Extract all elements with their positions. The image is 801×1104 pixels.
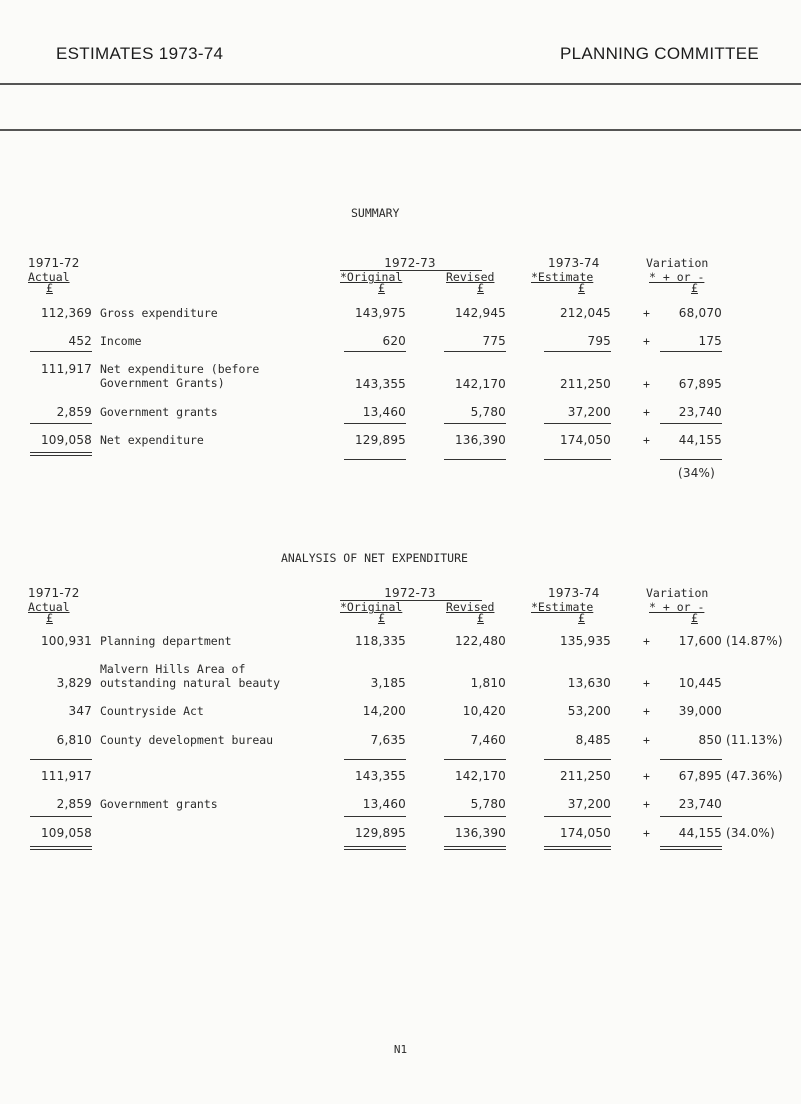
header-rule-top	[0, 83, 801, 85]
analysis-label: Government grants	[100, 797, 218, 811]
analysis-original: 3,185	[370, 676, 406, 690]
analysis-title: ANALYSIS OF NET EXPENDITURE	[281, 551, 468, 565]
analysis-sign: +	[643, 733, 650, 747]
analysis-double-rule	[444, 846, 506, 847]
analysis-estimate: 8,485	[575, 733, 611, 747]
analysis-double-rule	[344, 849, 406, 850]
summary-estimate: 174,050	[559, 433, 611, 447]
analysis-variation: 67,895	[678, 769, 722, 783]
analysis-label: Planning department	[100, 634, 232, 648]
analysis-actual: 100,931	[40, 634, 92, 648]
summary-variation: 175	[698, 334, 722, 348]
analysis-label-line2: outstanding natural beauty	[100, 676, 281, 690]
analysis-estimate: 135,935	[559, 634, 611, 648]
analysis-double-rule	[344, 846, 406, 847]
summary-original: 13,460	[362, 405, 406, 419]
analysis-estimate: 211,250	[559, 769, 611, 783]
analysis-double-rule	[30, 846, 92, 847]
summary-actual: 111,917	[40, 362, 92, 376]
analysis-label: Malvern Hills Area of	[100, 662, 246, 676]
analysis-subtotal-rule	[444, 759, 506, 760]
summary-actual: 2,859	[56, 405, 92, 419]
analysis-double-rule	[660, 846, 722, 847]
analysis-revised: 5,780	[470, 797, 506, 811]
summary-col-revised-pound: £	[477, 281, 484, 295]
summary-actual: 109,058	[40, 433, 92, 447]
analysis-variation: 44,155	[678, 826, 722, 840]
analysis-total-rule	[344, 816, 406, 817]
summary-subtotal-rule	[544, 351, 611, 352]
analysis-original: 7,635	[370, 733, 406, 747]
analysis-col-revised: Revised	[446, 600, 495, 614]
analysis-variation: 850	[698, 733, 722, 747]
analysis-original: 143,355	[354, 769, 406, 783]
analysis-double-rule	[444, 849, 506, 850]
summary-col-actual: Actual	[28, 270, 70, 284]
summary-col-estimate: *Estimate	[531, 270, 594, 284]
analysis-percent: (47.36%)	[726, 769, 783, 783]
summary-label: Income	[100, 334, 142, 348]
analysis-original: 129,895	[354, 826, 406, 840]
summary-double-rule	[30, 455, 92, 456]
summary-total-rule	[660, 423, 722, 424]
summary-actual: 112,369	[40, 306, 92, 320]
summary-total-rule	[30, 423, 92, 424]
summary-sign: +	[643, 405, 650, 419]
analysis-sign: +	[643, 797, 650, 811]
analysis-col-actual-year: 1971-72	[28, 586, 80, 600]
analysis-double-rule	[544, 849, 611, 850]
analysis-original: 13,460	[362, 797, 406, 811]
analysis-col-estimate: *Estimate	[531, 600, 594, 614]
summary-sign: +	[643, 433, 650, 447]
analysis-percent: (14.87%)	[726, 634, 783, 648]
analysis-col-revised-pound: £	[477, 611, 484, 625]
summary-title: SUMMARY	[351, 206, 400, 220]
summary-estimate: 795	[587, 334, 611, 348]
analysis-col-actual: Actual	[28, 600, 70, 614]
analysis-revised: 136,390	[454, 826, 506, 840]
analysis-subtotal-rule	[344, 759, 406, 760]
summary-label: Government grants	[100, 405, 218, 419]
header-right-title: PLANNING COMMITTEE	[559, 44, 759, 63]
summary-sign: +	[643, 334, 650, 348]
analysis-label: Countryside Act	[100, 704, 204, 718]
summary-estimate: 37,200	[567, 405, 611, 419]
summary-double-rule	[544, 459, 611, 460]
analysis-sign: +	[643, 634, 650, 648]
analysis-percent: (34.0%)	[726, 826, 775, 840]
analysis-actual: 109,058	[40, 826, 92, 840]
analysis-col-group-year: 1972-73	[384, 586, 436, 600]
analysis-subtotal-rule	[660, 759, 722, 760]
summary-original: 143,355	[354, 377, 406, 391]
analysis-estimate: 174,050	[559, 826, 611, 840]
summary-actual: 452	[68, 334, 92, 348]
summary-variation: 67,895	[678, 377, 722, 391]
summary-variation: 23,740	[678, 405, 722, 419]
summary-original: 129,895	[354, 433, 406, 447]
summary-col-original-pound: £	[378, 281, 385, 295]
summary-label-line2: Government Grants)	[100, 376, 225, 390]
summary-col-plus-minus: * + or -	[649, 270, 705, 284]
summary-revised: 136,390	[454, 433, 506, 447]
analysis-estimate: 53,200	[567, 704, 611, 718]
summary-original: 620	[382, 334, 406, 348]
analysis-actual: 111,917	[40, 769, 92, 783]
summary-total-rule	[344, 423, 406, 424]
analysis-col-original: *Original	[340, 600, 403, 614]
summary-double-rule	[30, 452, 92, 453]
analysis-original: 14,200	[362, 704, 406, 718]
summary-sign: +	[643, 306, 650, 320]
analysis-sign: +	[643, 676, 650, 690]
analysis-total-rule	[444, 816, 506, 817]
summary-label: Gross expenditure	[100, 306, 218, 320]
analysis-subtotal-rule	[544, 759, 611, 760]
summary-label: Net expenditure (before	[100, 362, 260, 376]
analysis-variation: 39,000	[678, 704, 722, 718]
analysis-original: 118,335	[354, 634, 406, 648]
analysis-actual: 6,810	[56, 733, 92, 747]
summary-percent: (34%)	[678, 466, 716, 480]
summary-revised: 142,945	[454, 306, 506, 320]
analysis-col-estimate-pound: £	[578, 611, 585, 625]
summary-col-estimate-year: 1973-74	[548, 256, 600, 270]
summary-revised: 142,170	[454, 377, 506, 391]
analysis-col-variation: Variation	[646, 586, 709, 600]
header-left-title: ESTIMATES 1973-74	[56, 44, 224, 63]
analysis-col-estimate-year: 1973-74	[548, 586, 600, 600]
summary-revised: 775	[482, 334, 506, 348]
analysis-subtotal-rule	[30, 759, 92, 760]
analysis-actual: 347	[68, 704, 92, 718]
summary-estimate: 211,250	[559, 377, 611, 391]
analysis-total-rule	[660, 816, 722, 817]
analysis-revised: 7,460	[470, 733, 506, 747]
analysis-variation: 10,445	[678, 676, 722, 690]
analysis-col-actual-pound: £	[46, 611, 53, 625]
summary-total-rule	[444, 423, 506, 424]
summary-col-variation: Variation	[646, 256, 709, 270]
summary-double-rule	[444, 459, 506, 460]
summary-col-revised: Revised	[446, 270, 495, 284]
analysis-revised: 1,810	[470, 676, 506, 690]
summary-col-estimate-pound: £	[578, 281, 585, 295]
analysis-sign: +	[643, 704, 650, 718]
analysis-col-variation-pound: £	[691, 611, 698, 625]
summary-double-rule	[660, 459, 722, 460]
summary-subtotal-rule	[660, 351, 722, 352]
summary-sign: +	[643, 377, 650, 391]
summary-col-variation-pound: £	[691, 281, 698, 295]
analysis-col-plus-minus: * + or -	[649, 600, 705, 614]
summary-revised: 5,780	[470, 405, 506, 419]
analysis-variation: 17,600	[678, 634, 722, 648]
summary-col-original: *Original	[340, 270, 403, 284]
analysis-estimate: 37,200	[567, 797, 611, 811]
analysis-revised: 142,170	[454, 769, 506, 783]
analysis-col-original-pound: £	[378, 611, 385, 625]
analysis-revised: 10,420	[462, 704, 506, 718]
page-number: N1	[393, 1043, 408, 1056]
analysis-revised: 122,480	[454, 634, 506, 648]
analysis-variation: 23,740	[678, 797, 722, 811]
analysis-sign: +	[643, 769, 650, 783]
header-rule-bottom	[0, 129, 801, 131]
summary-variation: 44,155	[678, 433, 722, 447]
analysis-double-rule	[660, 849, 722, 850]
summary-double-rule	[344, 459, 406, 460]
analysis-total-rule	[30, 816, 92, 817]
analysis-actual: 2,859	[56, 797, 92, 811]
analysis-double-rule	[30, 849, 92, 850]
analysis-sign: +	[643, 826, 650, 840]
summary-label: Net expenditure	[100, 433, 204, 447]
summary-total-rule	[544, 423, 611, 424]
summary-original: 143,975	[354, 306, 406, 320]
summary-subtotal-rule	[444, 351, 506, 352]
summary-subtotal-rule	[344, 351, 406, 352]
analysis-label: County development bureau	[100, 733, 274, 747]
summary-col-actual-year: 1971-72	[28, 256, 80, 270]
summary-subtotal-rule	[30, 351, 92, 352]
analysis-actual: 3,829	[56, 676, 92, 690]
analysis-double-rule	[544, 846, 611, 847]
analysis-total-rule	[544, 816, 611, 817]
summary-col-actual-pound: £	[46, 281, 53, 295]
analysis-percent: (11.13%)	[726, 733, 783, 747]
summary-estimate: 212,045	[559, 306, 611, 320]
summary-variation: 68,070	[678, 306, 722, 320]
summary-col-group-year: 1972-73	[384, 256, 436, 270]
analysis-estimate: 13,630	[567, 676, 611, 690]
